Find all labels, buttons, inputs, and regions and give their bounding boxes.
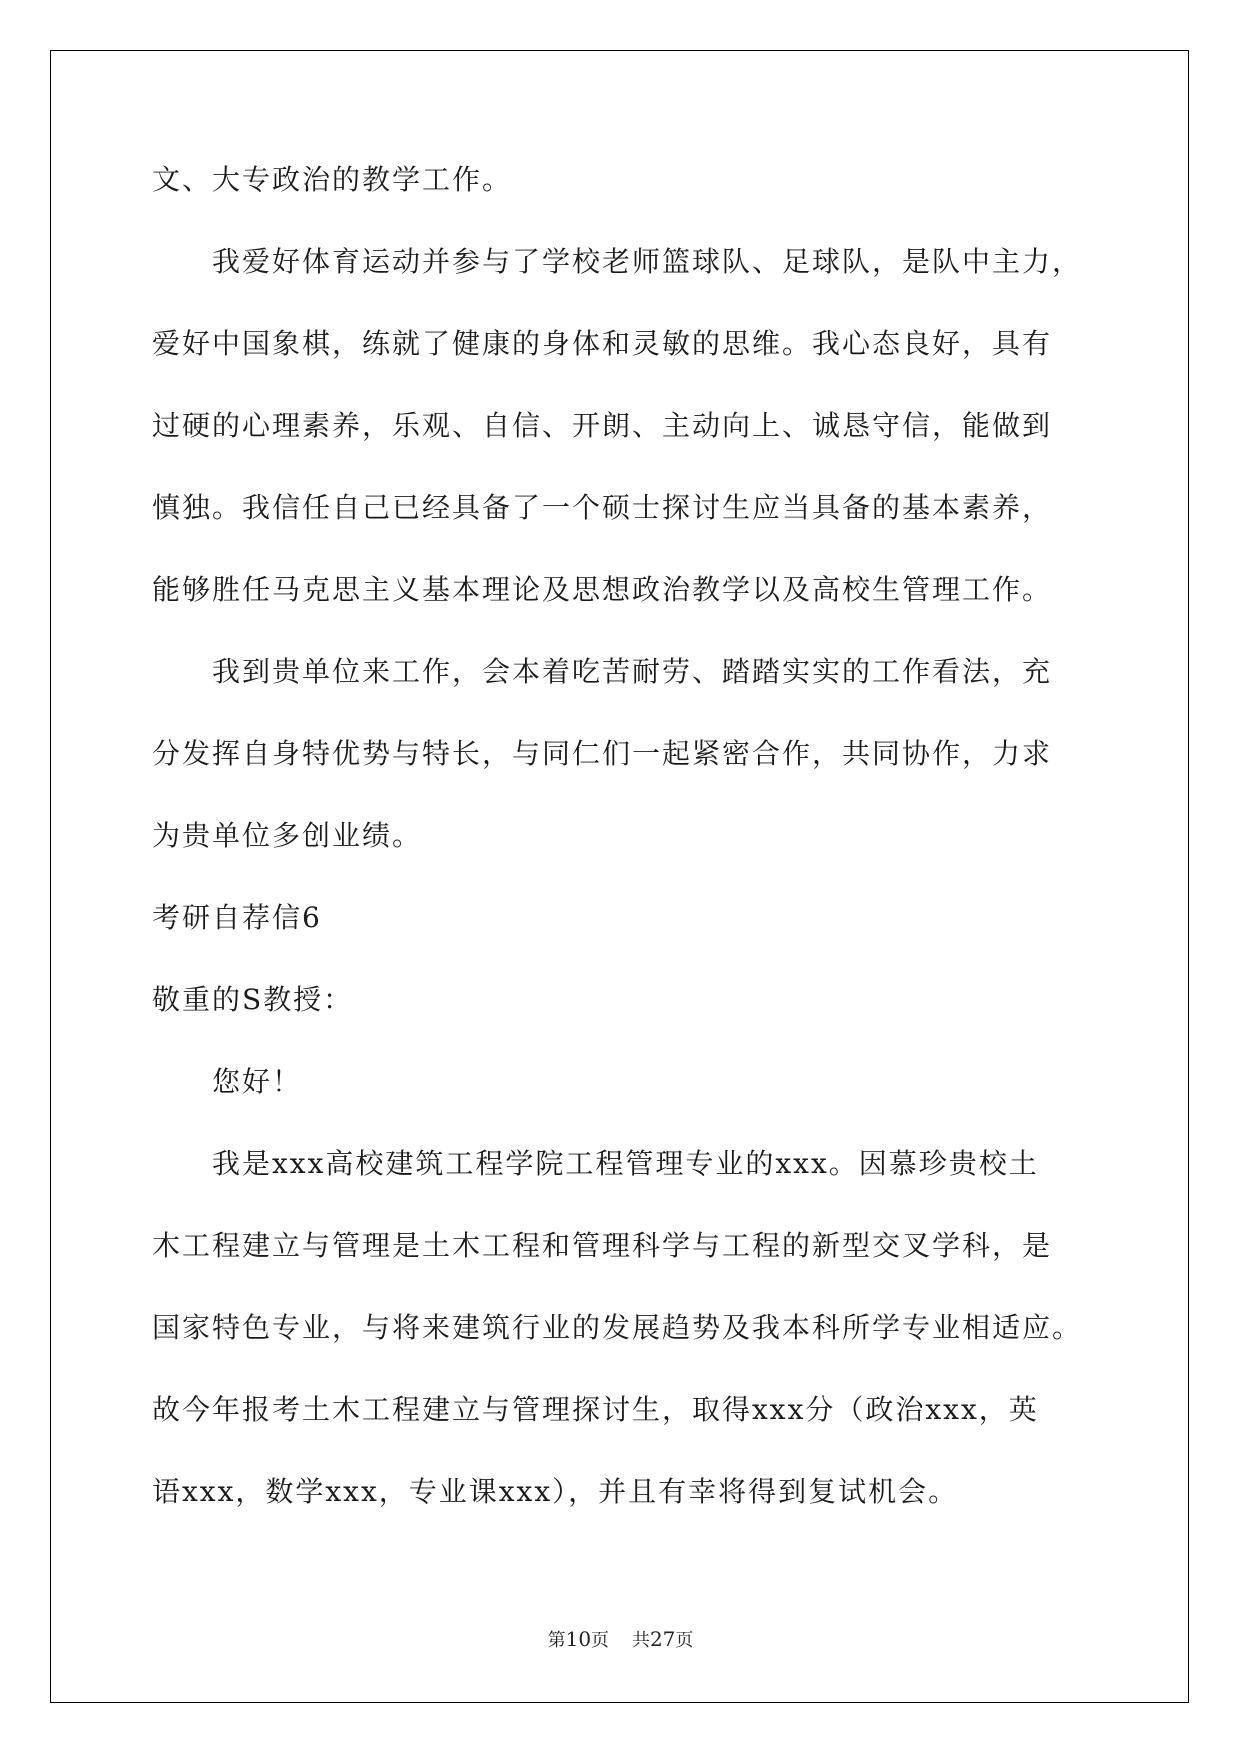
text-line: 我爱好体育运动并参与了学校老师篮球队、足球队，是队中主力， [212,245,1083,278]
page-footer [0,1626,1241,1652]
text-line: 过硬的心理素养，乐观、自信、开朗、主动向上、诚恳守信，能做到 [152,409,1053,442]
text-line: 为贵单位多创业绩。 [152,819,423,852]
text-line: 国家特色专业，与将来建筑行业的发展趋势及我本科所学专业相适应。 [152,1311,1083,1344]
page-prefix: 第 [547,1630,566,1651]
section-heading: 考研自荐信6 [152,901,322,934]
page-suffix: 页 [591,1630,610,1651]
salutation: 敬重的S教授： [152,983,354,1016]
document-body [152,160,1092,1554]
text-line: 我是xxx高校建筑工程学院工程管理专业的xxx。因慕珍贵校土 [212,1147,1039,1180]
text-line: 故今年报考土木工程建立与管理探讨生，取得xxx分（政治xxx，英 [152,1393,1039,1426]
total-suffix: 页 [675,1630,694,1651]
total-pages: 27 [649,1627,676,1651]
total-prefix: 共 [631,1630,650,1651]
text-line: 能够胜任马克思主义基本理论及思想政治教学以及高校生管理工作。 [152,573,1053,606]
text-line: 语xxx，数学xxx，专业课xxx），并且有幸将得到复试机会。 [152,1475,959,1508]
text-line: 我到贵单位来工作，会本着吃苦耐劳、踏踏实实的工作看法，充 [212,655,1053,688]
text-line: 木工程建立与管理是土木工程和管理科学与工程的新型交叉学科，是 [152,1229,1053,1262]
greeting: 您好！ [212,1065,303,1098]
text-line: 爱好中国象棋，练就了健康的身体和灵敏的思维。我心态良好，具有 [152,327,1053,360]
text-line: 慎独。我信任自己已经具备了一个硕士探讨生应当具备的基本素养， [152,491,1053,524]
page-number: 10 [565,1627,592,1651]
text-line: 分发挥自身特优势与特长，与同仁们一起紧密合作，共同协作，力求 [152,737,1053,770]
text-line: 文、大专政治的教学工作。 [152,163,513,196]
